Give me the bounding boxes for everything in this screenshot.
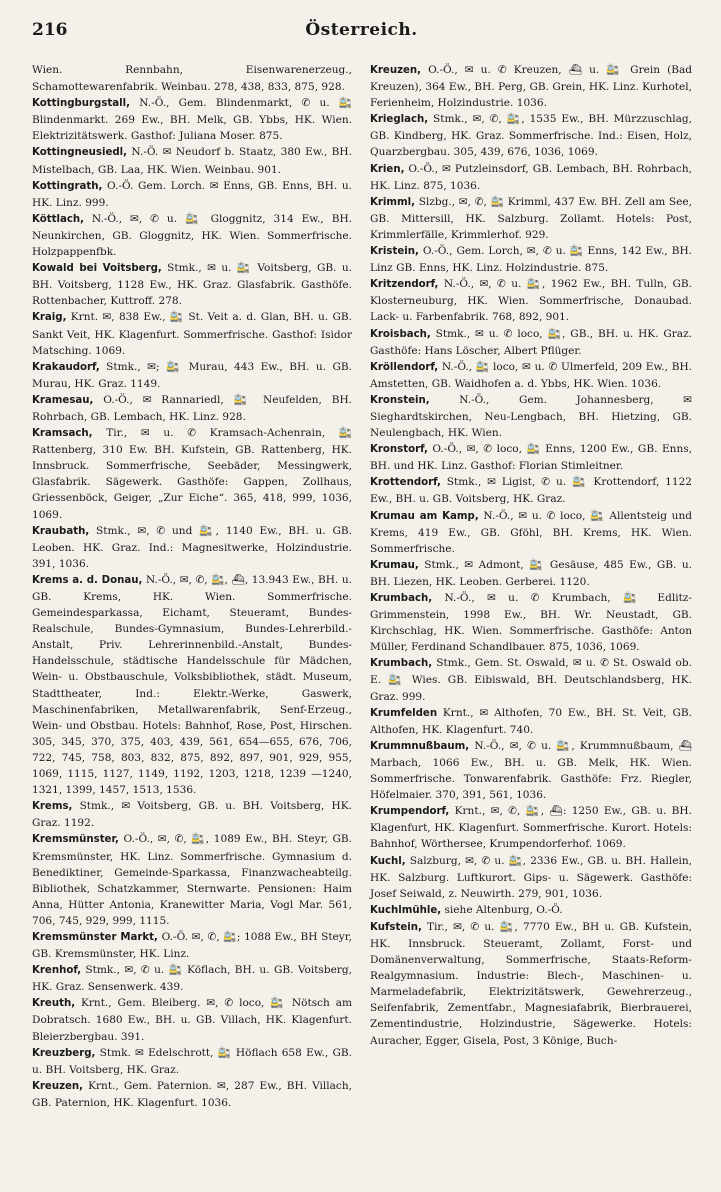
directory-entry (370, 194, 692, 243)
entry-text: O.-Ö., ✉ Putzleinsdorf, GB. Lembach, BH. Rohrbach, HK. Linz. 875, 1036. (370, 162, 692, 192)
directory-entry (32, 995, 352, 1044)
entry-text: Krnt., Gem. Bleiberg. ✉, ✆ loco, 🚉 Nötsch am Dobratsch. 1680 Ew., BH. u. GB. Villach, HK. Klagenfurt. Bleierzbergbau. 391. (32, 997, 352, 1043)
directory-entry (370, 705, 692, 738)
entry-headword: Krien, (370, 163, 405, 175)
entry-text: Stmk., ✉, ✆ und 🚉, 1140 Ew., BH. u. GB. Leoben. HK. Graz. Ind.: Magnesitwerke, Holzindustrie. 391, 1036. (32, 524, 352, 570)
entry-headword: Köttlach, (32, 213, 84, 225)
entry-text: N.-Ö., ✉, ✆ u. 🚉, Krummnußbaum, ⛴ Marbach, 1066 Ew., BH. u. GB. Melk, HK. Wien. Sommerfrische. Tonwarenfabrik. Gasthöfe: Frz. Riegler, Höfelmaier. 370, 391, 561, 1036. (370, 739, 692, 802)
entry-text: Stmk., ✉ u. 🚉 Voitsberg, GB. u. BH. Voitsberg, 1128 Ew., HK. Graz. Glasfabrik. Gasthöfe. Rottenbacher, Kuttroff. 278. (32, 262, 352, 308)
entry-text: O.-Ö., ✉ Rannariedl, 🚉 Neufelden, BH. Rohrbach, GB. Lembach, HK. Linz. 928. (32, 393, 352, 423)
directory-entry (32, 359, 352, 392)
entry-headword: Kottingburgstall, (32, 98, 131, 110)
entry-text: N.-Ö., 🚉 loco, ✉ u. ✆ Ulmerfeld, 209 Ew., BH. Amstetten, GB. Waidhofen a. d. Ybbs, HK. Wien. 1036. (370, 360, 692, 390)
directory-entry (32, 523, 352, 572)
entry-headword: Kraig, (32, 312, 67, 324)
entry-text: Krnt. ✉, 838 Ew., 🚉 St. Veit a. d. Glan, BH. u. GB. Sankt Veit, HK. Klagenfurt. Sommerfrische. Gasthof: Isidor Matsching. 1069. (32, 311, 352, 357)
directory-entry (32, 962, 352, 995)
entry-headword: Krumbach, (370, 658, 433, 670)
entry-headword: Kuchlmühle, (370, 904, 442, 916)
directory-entry (32, 62, 352, 95)
entry-headword: Krems, (32, 801, 73, 813)
entry-headword: Kowald bei Voitsberg, (32, 263, 162, 275)
entry-headword: Krumau, (370, 559, 419, 571)
entry-headword: Kreuzen, (370, 65, 422, 76)
directory-entry (370, 359, 692, 392)
entry-headword: Kremsmünster, (32, 834, 119, 846)
directory-entry (370, 62, 692, 111)
directory-entry (370, 161, 692, 194)
entry-text: Stmk., Gem. St. Oswald, ✉ u. ✆ St. Oswald ob. E. 🚉 Wies. GB. Eibiswald, BH. Deutschlandsberg, HK. Graz. 999. (370, 657, 692, 703)
entry-headword: Kroisbach, (370, 328, 431, 340)
entry-headword: Kronstorf, (370, 444, 428, 456)
entry-headword: Krenhof, (32, 965, 82, 977)
entry-headword: Kraubath, (32, 525, 90, 537)
directory-entry (32, 929, 352, 962)
entry-headword: Kröllendorf, (370, 361, 439, 373)
entry-headword: Kufstein, (370, 921, 422, 933)
entry-text: N.-Ö., Gem. Johannesberg, ✉ Sieghardtskirchen, Neu-Lengbach, BH. Hietzing, GB. Neulengbach, HK. Wien. (370, 393, 692, 440)
entry-text: O.-Ö. Gem. Lorch. ✉ Enns, GB. Enns, BH. u. HK. Linz. 999. (32, 179, 352, 209)
entry-headword: Kramsach, (32, 428, 93, 440)
directory-entry (32, 95, 352, 144)
entry-text: Stmk., ✉; 🚉 Murau, 443 Ew., BH. u. GB. Murau, HK. Graz. 1149. (32, 360, 352, 390)
directory-entry (32, 798, 352, 831)
entry-headword: Krumau am Kamp, (370, 510, 479, 522)
directory-entry (370, 392, 692, 441)
directory-entry (370, 853, 692, 902)
entry-text: Krnt., ✉, ✆, 🚉, ⛴: 1250 Ew., GB. u. BH. Klagenfurt, HK. Klagenfurt. Sommerfrische. Kurort. Hotels: Bahnhof, Wörthersee, Krumpendorferhof. 1069. (370, 805, 692, 851)
entry-text: N.-Ö., ✉, ✆, 🚉, ⛴, 13.943 Ew., BH. u. GB. Krems, HK. Wien. Sommerfrische. Gemeindesparkassa, Eichamt, Steueramt, Bundes-Realschule, Bundes-Gymnasium, Bundes-Lehrerbild.-Anstalt, Priv. Lehrerinnenbild.-Anstalt, Bundes-Handelsschule, städtische Handelsschule für Mädchen, Wein- u. Obstbauschule, Volksbibliothek, städt. Museum, Stadttheater, Ind.: Elektr.-Werke, Gaswerk, Maschinenfabriken, Metallwarenfabrik, Senf-Erzeug., Wein- und Obstbau. Hotels: Bahnhof, Rose, Post, Hirschen. 305, 345, 370, 375, 403, 439, 561, 654—655, 676, 706, 722, 745, 758, 803, 832, 875, 892, 897, 901, 929, 955, 1069, 1115, 1127, 1149, 1192, 1203, 1218, 1239 —1240, 1321, 1399, 1457, 1513, 1536. (32, 573, 352, 797)
directory-entry (370, 557, 692, 590)
entry-text: Stmk., ✉ Admont, 🚉 Gesäuse, 485 Ew., GB. u. BH. Liezen, HK. Leoben. Gerberei. 1120. (370, 558, 692, 588)
entry-headword: Kreuzberg, (32, 1047, 96, 1059)
entry-headword: Krumbach, (370, 593, 433, 604)
entry-text: Stmk. ✉ Edelschrott, 🚉 Höflach 658 Ew., GB. u. BH. Voitsberg, HK. Graz. (32, 1046, 352, 1076)
entry-text: Slzbg., ✉, ✆, 🚉 Krimml, 437 Ew. BH. Zell am See, GB. Mittersill, HK. Salzburg. Zollamt. Hotels: Post, Krimmlerfälle, Krimmlerhof. 929. (370, 195, 692, 241)
entry-text: Stmk., ✉, ✆, 🚉, 1535 Ew., BH. Mürzzuschlag, GB. Kindberg, HK. Graz. Sommerfrische. Ind.: Eisen, Holz, Quarzbergbau. 305, 439, 676, 1036, 1069. (370, 113, 692, 159)
directory-entry (32, 831, 352, 929)
directory-entry (370, 902, 692, 919)
right-column (370, 62, 692, 1049)
directory-entry (370, 803, 692, 852)
page-number: 216 (32, 20, 68, 40)
entry-text: N.-Ö. ✉ Neudorf b. Staatz, 380 Ew., BH. Mistelbach, GB. Laa, HK. Wien. Weinbau. 901. (32, 146, 352, 176)
directory-entry (370, 655, 692, 704)
entry-headword: Krakaudorf, (32, 361, 100, 373)
entry-text: Stmk., ✉, ✆ u. 🚉 Köflach, BH. u. GB. Voitsberg, HK. Graz. Sensenwerk. 439. (32, 964, 352, 994)
directory-entry (370, 738, 692, 803)
directory-entry (370, 508, 692, 557)
entry-text: N.-Ö., ✉ u. ✆ Krumbach, 🚉 Edlitz-Grimmenstein, 1998 Ew., BH. Wr. Neustadt, GB. Kirchschlag, HK. Wien. Sommerfrische. Gasthöfe: Anton Müller, Ferdinand Schandlbauer. 875, 1036, 1069. (370, 592, 692, 654)
directory-entry (32, 211, 352, 260)
entry-headword: Krems a. d. Donau, (32, 574, 143, 586)
entry-headword: Kritzendorf, (370, 279, 439, 291)
entry-headword: Kreuth, (32, 998, 76, 1010)
directory-entry (370, 326, 692, 359)
entry-text: N.-Ö., ✉ u. ✆ loco, 🚉 Allentsteig und Krems, 419 Ew., GB. Gföhl, BH. Krems, HK. Wien. Sommerfrische. (370, 509, 693, 555)
directory-entry (370, 919, 692, 1049)
directory-entry (32, 260, 352, 309)
entry-text: Stmk., ✉ u. ✆ loco, 🚉, GB., BH. u. HK. Graz. Gasthöfe: Hans Löscher, Albert Pflüger. (370, 327, 692, 357)
entry-text: O.-Ö., ✉, ✆ loco, 🚉 Enns, 1200 Ew., GB. Enns, BH. und HK. Linz. Gasthof: Florian Stimleitner. (370, 443, 692, 473)
entry-text: O.-Ö. ✉, ✆, 🚉; 1088 Ew., BH Steyr, GB. Kremsmünster, HK. Linz. (32, 930, 352, 961)
entry-text: O.-Ö., Gem. Lorch, ✉, ✆ u. 🚉 Enns, 142 Ew., BH. Linz GB. Enns, HK. Linz. Holzindustrie. 875. (370, 245, 692, 275)
directory-entry (370, 111, 692, 160)
directory-entry (370, 474, 692, 507)
entry-headword: Kreuzen, (32, 1080, 84, 1092)
entry-text: siehe Altenburg, O.-Ö. (441, 903, 563, 916)
entry-headword: Krieglach, (370, 114, 429, 126)
entry-text: Stmk., ✉ Ligist, ✆ u. 🚉 Krottendorf, 1122 Ew., BH. u. GB. Voitsberg, HK. Graz. (370, 476, 692, 506)
entry-text: N.-Ö., Gem. Blindenmarkt, ✆ u. 🚉 Blindenmarkt. 269 Ew., BH. Melk, GB. Ybbs, HK. Wien. Elektrizitätswerk. Gasthof: Juliana Moser. 875. (32, 97, 352, 143)
entry-text: Krnt., ✉ Althofen, 70 Ew., BH. St. Veit, GB. Althofen, HK. Klagenfurt. 740. (370, 706, 692, 736)
entry-headword: Kramesau, (32, 394, 94, 406)
entry-headword: Kronstein, (370, 394, 430, 406)
page-title: Österreich. (305, 20, 418, 40)
entry-headword: Krumpendorf, (370, 806, 450, 818)
entry-text: O.-Ö., ✉, ✆, 🚉, 1089 Ew., BH. Steyr, GB. Kremsmünster, HK. Linz. Sommerfrische. Gymnasium d. Benediktiner, Gemeinde-Sparkassa, Finanzwacheabteilg. Bibliothek, Schatzkammer, Sternwarte. Pensionen: Haim Anna, Hütter Antonia, Kranewitter Maria, Vogl Mar. 561, 706, 745, 929, 999, 1115. (32, 833, 352, 927)
entry-text: N.-Ö., ✉, ✆ u. 🚉 Gloggnitz, 314 Ew., BH. Neunkirchen, GB. Gloggnitz, HK. Wien. Sommerfrische. Holzpappenfbk. (32, 212, 352, 259)
entry-headword: Krummnußbaum, (370, 740, 470, 752)
directory-entry (32, 178, 352, 211)
entry-text: N.-Ö., ✉, ✆ u. 🚉, 1962 Ew., BH. Tulln, GB. Klosterneuburg, HK. Wien. Sommerfrische, Donaubad. Lack- u. Farbenfabrik. 768, 892, 901. (370, 278, 692, 324)
entry-headword: Kuchl, (370, 855, 406, 867)
directory-entry (32, 309, 352, 358)
directory-entry (370, 590, 692, 655)
directory-entry (370, 276, 692, 325)
entry-headword: Kottingneusiedl, (32, 147, 128, 159)
entry-headword: Kottingrath, (32, 180, 103, 192)
directory-entry (370, 243, 692, 276)
entry-text: Tir., ✉, ✆ u. 🚉, 7770 Ew., BH u. GB. Kufstein, HK. Innsbruck. Steueramt, Zollamt, Forst- und Domänenverwaltung, Sommerfrische, Staats-Reform-Realgymnasium. Industrie: Blech-, Maschinen- u. Marmeladefabrik, Elektrizitätswerk, Gewehrerzeug., Seifenfabrik, Zementfabr., Magnesiafabrik, Bierbrauerei, Zementindustrie, Holzindustrie, Sägewerke. Hotels: Auracher, Egger, Gisela, Post, 3 Könige, Buch- (370, 920, 692, 1047)
entry-text: Krnt., Gem. Paternion. ✉, 287 Ew., BH. Villach, GB. Paternion, HK. Klagenfurt. 1036. (32, 1079, 352, 1109)
directory-entry (32, 572, 352, 798)
left-column (32, 62, 352, 1111)
entry-text: Stmk., ✉ Voitsberg, GB. u. BH. Voitsberg, HK. Graz. 1192. (32, 800, 352, 830)
directory-entry (32, 425, 352, 523)
page-header (32, 20, 691, 44)
directory-entry (32, 1045, 352, 1078)
entry-text: Tir., ✉ u. ✆ Kramsach-Achenrain, 🚉 Rattenberg, 310 Ew. BH. Kufstein, GB. Rattenberg, HK. Innsbruck. Sommerfrische, Seebäder, Messingwerk, Glasfabrik. Sägewerk. Gasthöfe: Gappen, Zollhaus, Griessenböck, Geiger, „Zur Eiche“. 365, 418, 999, 1036, 1069. (32, 427, 352, 521)
entry-headword: Krottendorf, (370, 477, 441, 489)
entry-headword: Krumfelden (370, 707, 438, 719)
directory-entry (370, 441, 692, 474)
entry-text: O.-Ö., ✉ u. ✆ Kreuzen, ⛴ u. 🚉 Grein (Bad Kreuzen), 364 Ew., BH. Perg, GB. Grein, HK. Linz. Kurhotel, Ferienheim, Holzindustrie. 1036. (370, 64, 692, 110)
entry-headword: Kremsmünster Markt, (32, 931, 158, 943)
directory-entry (32, 392, 352, 425)
entry-text: Wien. Rennbahn, Eisenwarenerzeug., Schamottewarenfabrik. Weinbau. 278, 438, 833, 875, 928. (32, 64, 352, 94)
entry-headword: Krimml, (370, 196, 416, 208)
entry-headword: Kristein, (370, 246, 419, 258)
directory-entry (32, 1078, 352, 1111)
directory-entry (32, 144, 352, 177)
entry-text: Salzburg, ✉, ✆ u. 🚉, 2336 Ew., GB. u. BH. Hallein, HK. Salzburg. Luftkurort. Gips- u. Sägewerk. Gasthöfe: Josef Seiwald, z. Neuwirth. 279, 901, 1036. (370, 854, 692, 900)
